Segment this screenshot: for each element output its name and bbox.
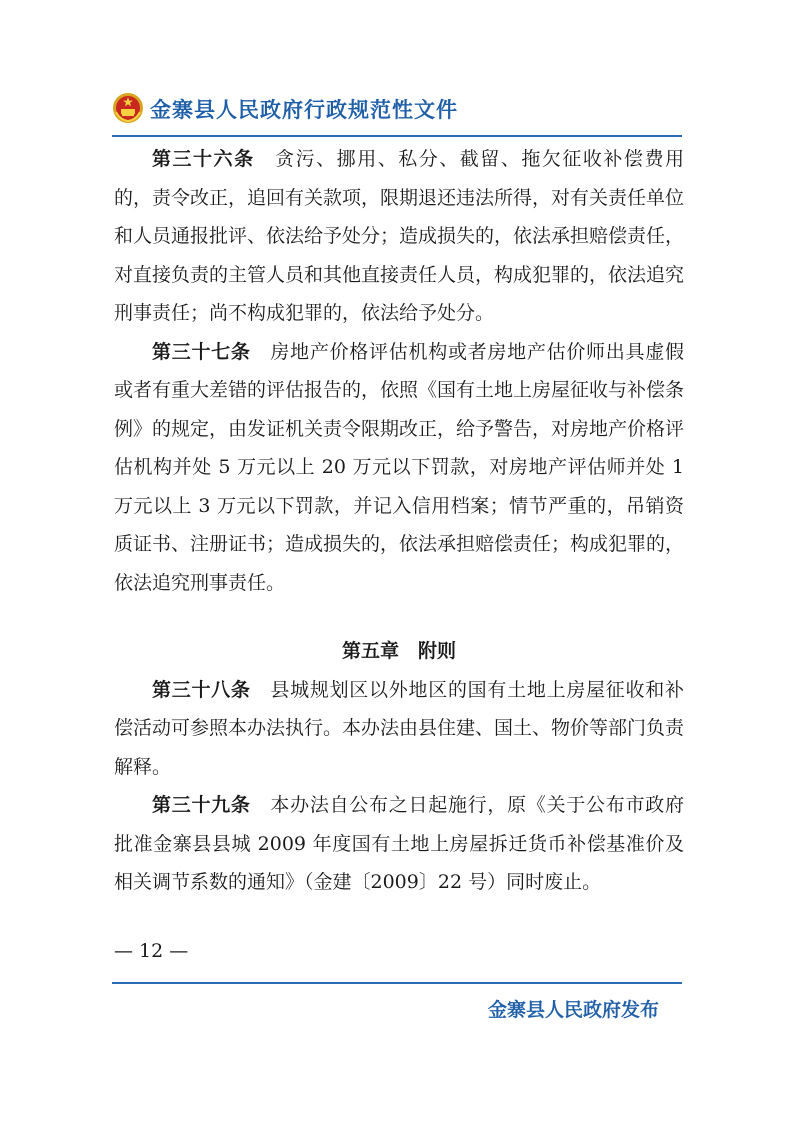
document-header bbox=[112, 86, 682, 130]
article-38 bbox=[114, 671, 684, 787]
chapter-title: 第五章 附则 bbox=[341, 640, 456, 662]
document-body bbox=[114, 140, 684, 902]
national-emblem-icon bbox=[112, 92, 144, 124]
header-title: 金寨县人民政府行政规范性文件 bbox=[150, 98, 458, 122]
header-divider bbox=[112, 135, 682, 137]
footer-divider bbox=[112, 982, 682, 984]
article-text: 房地产价格评估机构或者房地产估价师出具虚假或者有重大差错的评估报告的，依照《国有土地上房屋征收与补偿条例》的规定，由发证机关责令限期改正，给予警告，对房地产价格评估机构并处 5 万元以上 20 万元以下罚款，对房地产评估师并处 1 万元以上 3 万元以下罚款，并记入信用档案；情节严重的，吊销资质证书、注册证书；造成损失的，依法承担赔偿责任；构成犯罪的，依法追究刑事责任。 bbox=[114, 340, 685, 594]
article-text: 县城规划区以外地区的国有土地上房屋征收和补偿活动可参照本办法执行。本办法由县住建、国土、物价等部门负责解释。 bbox=[114, 678, 685, 778]
article-text: 本办法自公布之日起施行，原《关于公布市政府批准金寨县县城 2009 年度国有土地上房屋拆迁货币补偿基准价及相关调节系数的通知》（金建〔2009〕22 号）同时废止。 bbox=[114, 794, 684, 893]
footer-publisher: 金寨县人民政府发布 bbox=[488, 999, 660, 1021]
article-39 bbox=[114, 786, 684, 902]
article-text: 贪污、挪用、私分、截留、拖欠征收补偿费用的，责令改正，追回有关款项，限期退还违法所得，对有关责任单位和人员通报批评、依法给予处分；造成损失的，依法承担赔偿责任，对直接负责的主管人员和其他直接责任人员，构成犯罪的，依法追究刑事责任；尚不构成犯罪的，依法给予处分。 bbox=[114, 148, 685, 324]
article-37 bbox=[114, 333, 684, 603]
article-number: 第三十九条 bbox=[152, 794, 251, 816]
article-number: 第三十八条 bbox=[152, 678, 251, 701]
page-number: — 12 — bbox=[114, 940, 189, 962]
article-36 bbox=[114, 140, 684, 333]
article-number: 第三十六条 bbox=[152, 148, 255, 170]
article-number: 第三十七条 bbox=[152, 340, 251, 363]
